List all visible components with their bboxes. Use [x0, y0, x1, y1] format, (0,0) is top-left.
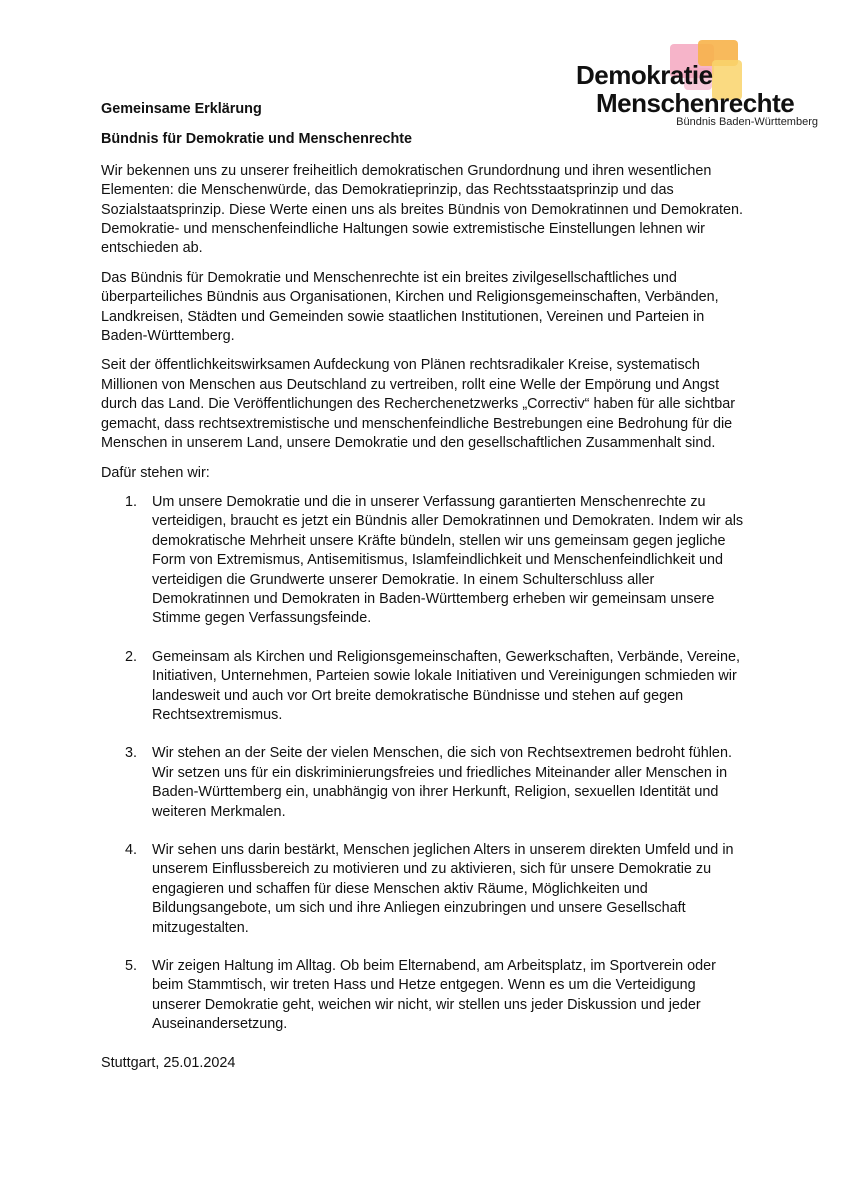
list-item-text: Wir stehen an der Seite der vielen Menschen, die sich von Rechtsextremen bedroht fühlen. Wir setzen uns für ein diskriminierungsfreies und friedliches Miteinander aller Menschen in Baden-Württemberg ein, unabhängig von ihrer Herkunft, Religion, sexuellen Identität und weiteren Merkmalen. — [152, 745, 732, 820]
list-item-text: Gemeinsam als Kirchen und Religionsgemeinschaften, Gewerkschaften, Verbände, Vereine, Initiativen, Unternehmen, Parteien sowie lokale Initiativen und Vereinigungen schmieden wir landesweit und auch vor Ort breite demokratische Bündnisse und stehen auf gegen Rechtsextremismus. — [152, 648, 740, 723]
points-intro: Dafür stehen wir: — [101, 464, 210, 481]
paragraph-alliance: Das Bündnis für Demokratie und Menschenrechte ist ein breites zivilgesellschaftliches und überparteiliches Bündnis aus Organisationen, Kirchen und Religionsgemeinschaften, Verbänden, Landkreisen, Städten und Gemeinden sowie staatlichen Institutionen, Vereinen und Parteien in Baden-Württemberg. — [101, 269, 719, 345]
document-subheading: Bündnis für Demokratie und Menschenrechte — [101, 131, 413, 148]
points-list — [101, 493, 746, 1035]
list-item-text: Wir sehen uns darin bestärkt, Menschen jeglichen Alters in unserem direkten Umfeld und in unserem Einflussbereich zu motivieren und zu aktivieren, sich für unsere Demokratie zu engagieren und schaffen für diese Menschen aktiv Räume, Möglichkeiten und Bildungsangebote, um sich und ihre Anliegen einzubringen und unsere Gesellschaft mitzugestalten. — [152, 842, 734, 936]
list-item-number: 3. — [125, 745, 138, 762]
list-item — [101, 957, 746, 1035]
list-item-text: Wir zeigen Haltung im Alltag. Ob beim Elternabend, am Arbeitsplatz, im Sportverein oder beim Stammtisch, wir treten Hass und Hetze entgegen. Wenn es um die Verteidigung unserer Demokratie geht, weichen wir nicht, wir stellen uns jeder Diskussion und jeder Auseinandersetzung. — [152, 958, 716, 1033]
list-item — [101, 841, 746, 938]
document-heading: Gemeinsame Erklärung — [101, 101, 262, 117]
list-item — [101, 648, 746, 726]
list-item-number: 5. — [125, 958, 138, 975]
list-item — [101, 493, 746, 629]
paragraph-values: Wir bekennen uns zu unserer freiheitlich demokratischen Grundordnung und ihren wesentlichen Elementen: die Menschenwürde, das Demokratieprinzip, das Rechtsstaatsprinzip und das Sozialstaatsprinzip. Diese Werte einen uns als breites Bündnis von Demokratinnen und Demokraten. Demokratie- und menschenfeindliche Haltungen sowie extremistische Einstellungen lehnen wir entschieden ab. — [101, 162, 744, 257]
paragraph-correctiv: Seit der öffentlichkeitswirksamen Aufdeckung von Plänen rechtsradikaler Kreise, systematisch Millionen von Menschen aus Deutschland zu vertreiben, rollt eine Welle der Empörung und Angst durch das Land. Die Veröffentlichungen des Recherchenetzwerks „Correctiv“ haben für alle sichtbar gemacht, dass rechtsextremistische und menschenfeindliche Bestrebungen eine Bedrohung für die Menschen in unserem Land, unsere Demokratie und den gesellschaftlichen Zusammenhalt sind. — [101, 357, 736, 452]
list-item-number: 1. — [125, 493, 138, 510]
logo-subtitle: Bündnis Baden-Württemberg — [676, 116, 818, 128]
list-item-number: 4. — [125, 842, 138, 858]
logo-word-menschenrechte: Menschenrechte — [596, 88, 795, 118]
place-date: Stuttgart, 25.01.2024 — [101, 1054, 236, 1071]
list-item-number: 2. — [125, 648, 138, 665]
list-item-text: Um unsere Demokratie und die in unserer Verfassung garantierten Menschenrechte zu verteidigen, braucht es jetzt ein Bündnis aller Demokratinnen und Demokraten. Indem wir als demokratische Mehrheit unsere Kräfte bündeln, stellen wir uns gemeinsam gegen jegliche Form von Extremismus, Antisemitismus, Islamfeindlichkeit und Menschenfeindlichkeit und verteidigen die Grundwerte unserer Demokratie. In einem Schulterschluss aller Demokratinnen und Demokraten in Baden-Württemberg erheben wir gemeinsam unsere Stimme gegen Verfassungsfeinde. — [152, 493, 744, 627]
logo-word-demokratie: Demokratie — [576, 60, 713, 90]
list-item — [101, 744, 746, 822]
document-body — [101, 100, 746, 1073]
